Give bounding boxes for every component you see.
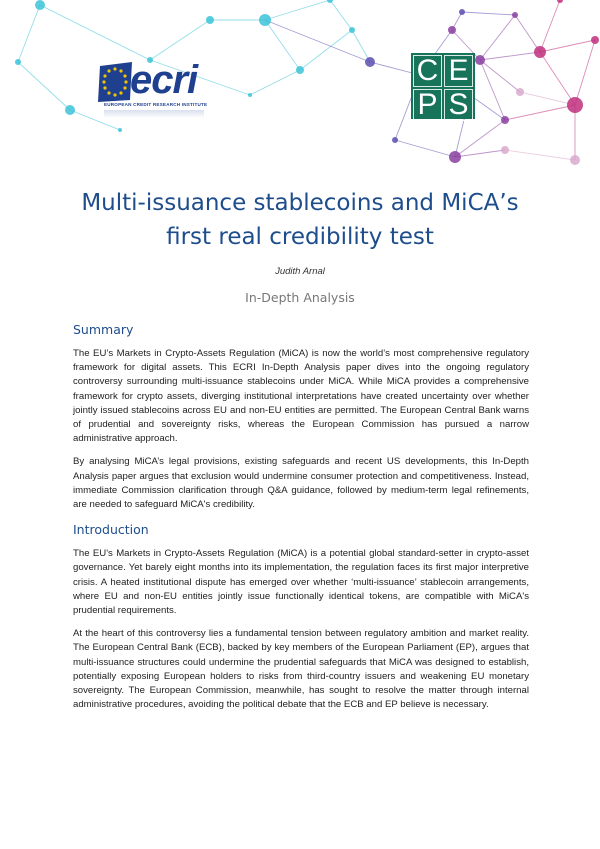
- network-node: [392, 137, 398, 143]
- network-node: [296, 66, 304, 74]
- network-link: [480, 52, 540, 60]
- network-node: [591, 36, 599, 44]
- network-link: [300, 30, 352, 70]
- network-link: [540, 0, 560, 52]
- network-node: [459, 9, 465, 15]
- ceps-letter-s: S: [444, 89, 473, 121]
- introduction-paragraph-1: The EU's Markets in Crypto-Assets Regulation (MiCA) is a potential global standard-setter in crypto-asset governance. Yet barely eight months into its implementation, the regulation faces its first major interpretive crisis. A heated institutional dispute has emerged over whether ‘multi-issuance’ stablecoin arrangements, where EU and non-EU entities jointly issue functionally identical tokens, are compatible with MiCA's prudential requirements.: [73, 548, 529, 617]
- network-node: [365, 57, 375, 67]
- summary-heading: Summary: [73, 322, 134, 337]
- network-node: [65, 105, 75, 115]
- network-node: [206, 16, 214, 24]
- network-link: [515, 15, 540, 52]
- network-link: [265, 20, 370, 62]
- network-link: [540, 52, 575, 105]
- introduction-section: [73, 522, 529, 712]
- network-link: [265, 20, 300, 70]
- introduction-heading: Introduction: [73, 522, 149, 538]
- network-link: [480, 60, 520, 92]
- network-link: [265, 0, 330, 20]
- network-node: [15, 59, 21, 65]
- introduction-paragraph-2: At the heart of this controversy lies a fundamental tension between regulatory ambition and market reality. The European Central Bank (ECB), backed by key members of the European Parliament (EP), argues that multi-issuance structures could undermine the prudential safeguards that MiCA was designed to establish, potentially exposing European holders to risks from third-country issuers and weakening EU monetary sovereignty. The European Commission, meanwhile, has sought to resolve the matter through internal administrative procedures, avoiding the political debate that the ECB and EP believe is necessary.: [73, 628, 529, 711]
- network-link: [575, 40, 595, 105]
- network-link: [18, 5, 40, 62]
- network-link: [480, 15, 515, 60]
- title-line-2: first real credibility test: [166, 224, 434, 250]
- header-network-graphic: [0, 0, 600, 180]
- network-link: [462, 12, 515, 15]
- network-node: [118, 128, 122, 132]
- network-node: [512, 12, 518, 18]
- network-node: [570, 155, 580, 165]
- summary-paragraph-1: The EU’s Markets in Crypto-Assets Regulation (MiCA) is now the world’s most comprehensive regulatory framework for digital assets. This ECRI In-Depth Analysis paper dives into the ongoing regulatory controversy surrounding multi-issuance stablecoins under MiCA. While MiCA provides a comprehensive framework for crypto assets, diverging institutional interpretations have created uncertainty over whether jointly issued stablecoins across EU and non-EU entities are permitted. The European Central Bank warns of prudential and sovereignty risks, whereas the European Commission has pursued a narrow administrative approach.: [73, 348, 529, 445]
- network-link: [150, 20, 210, 60]
- title-line-1: Multi-issuance stablecoins and MiCA’s: [81, 190, 519, 216]
- network-link: [505, 105, 575, 120]
- document-type: In-Depth Analysis: [245, 290, 355, 305]
- ecri-logo: [96, 58, 210, 116]
- network-link: [540, 40, 595, 52]
- network-link: [250, 70, 300, 95]
- ceps-letter-e: E: [444, 55, 473, 87]
- document-title: [50, 186, 550, 254]
- summary-paragraph-2: By analysing MiCA’s legal provisions, existing safeguards and recent US developments, this In-Depth Analysis paper argues that exclusion would undermine consumer protection and competitiveness. Instead, immediate Commission clarification through Q&A guidance, followed by medium-term legal refinements, are needed to safeguard MiCA's credibility.: [73, 456, 529, 511]
- ecri-wordmark: ecri: [130, 58, 198, 102]
- network-node: [448, 26, 456, 34]
- network-link: [520, 92, 575, 105]
- network-node: [501, 116, 509, 124]
- ceps-logo: [411, 53, 475, 119]
- ceps-letter-p: P: [413, 89, 442, 121]
- network-node: [516, 88, 524, 96]
- network-node: [567, 97, 583, 113]
- network-node: [557, 0, 563, 3]
- network-link: [505, 150, 575, 160]
- network-link: [395, 140, 455, 157]
- network-node: [35, 0, 45, 10]
- author-name: Judith Arnal: [275, 266, 325, 277]
- network-node: [534, 46, 546, 58]
- ecri-subtitle: EUROPEAN CREDIT RESEARCH INSTITUTE: [104, 102, 208, 107]
- ceps-letter-c: C: [413, 55, 442, 87]
- network-node: [349, 27, 355, 33]
- network-node: [501, 146, 509, 154]
- network-link: [40, 5, 150, 60]
- network-node: [248, 93, 252, 97]
- network-node: [259, 14, 271, 26]
- network-link: [330, 0, 352, 30]
- network-node: [449, 151, 461, 163]
- document-body: [73, 322, 529, 722]
- summary-section: [73, 322, 529, 512]
- network-node: [475, 55, 485, 65]
- network-link: [352, 30, 370, 62]
- network-link: [18, 62, 70, 110]
- ecri-logo-reflection: [104, 110, 204, 118]
